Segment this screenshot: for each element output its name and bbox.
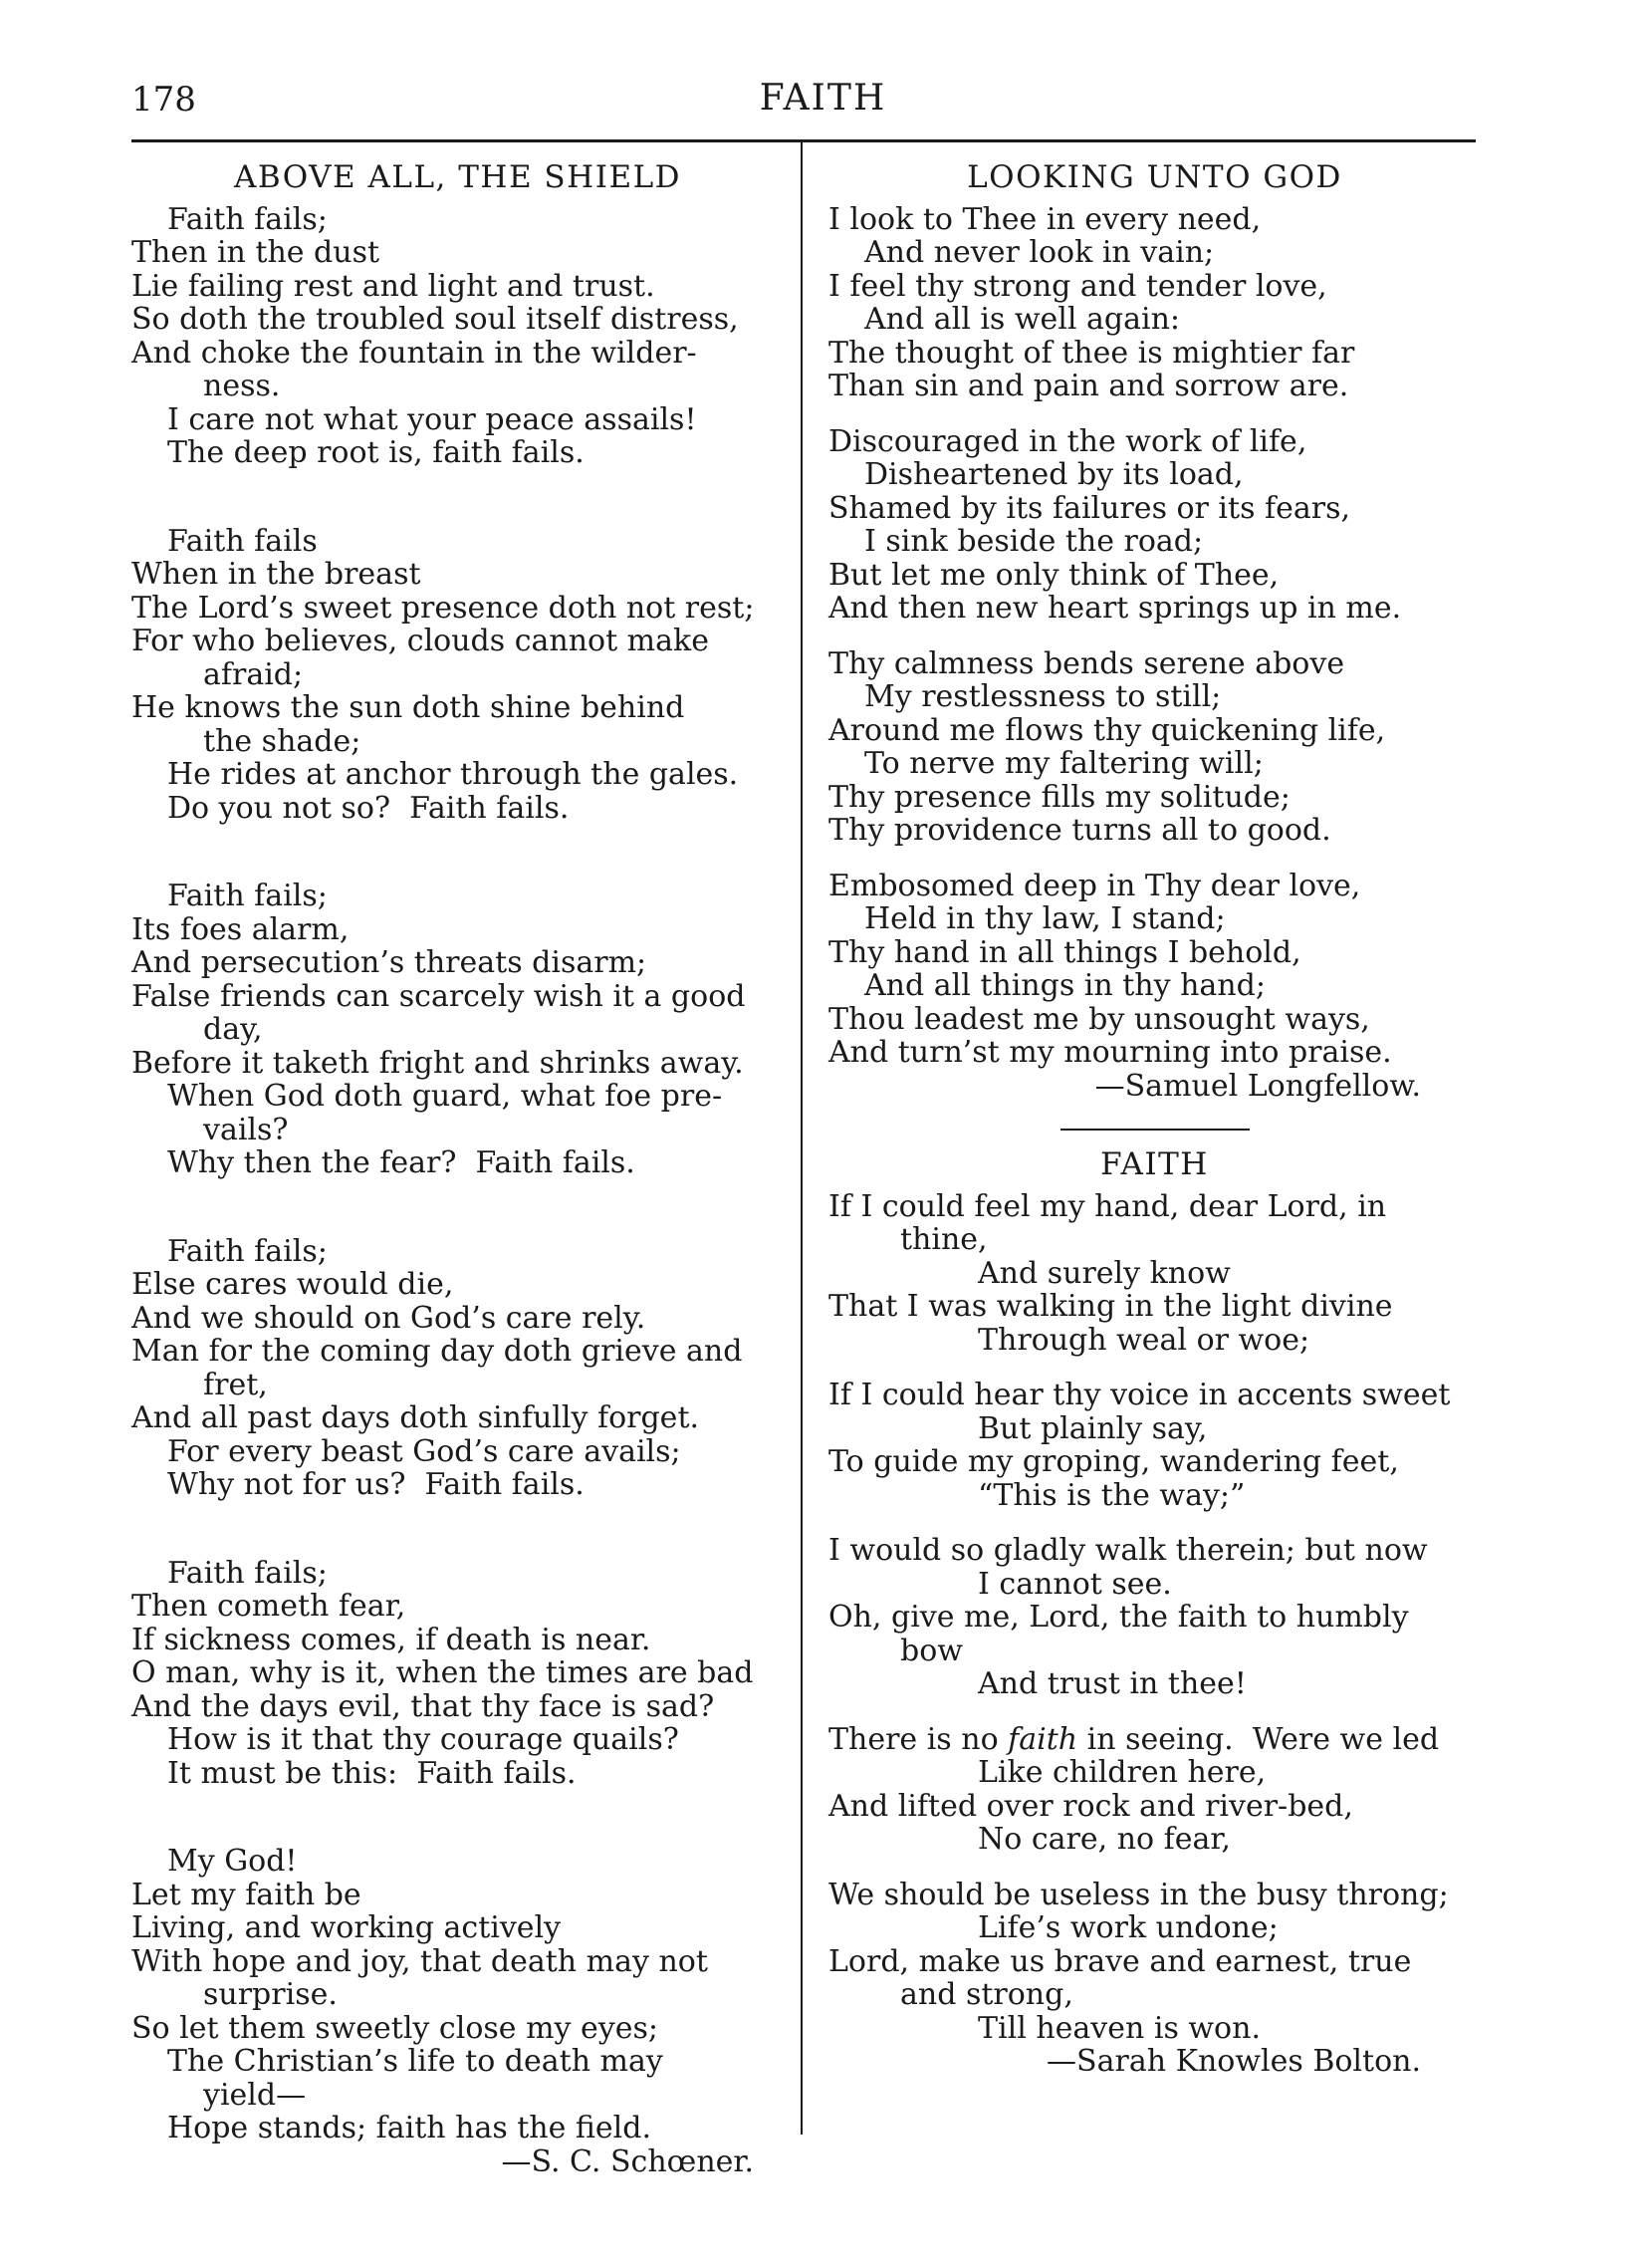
poem-line: When in the breast xyxy=(131,557,421,592)
poem-line: When God doth guard, what foe pre- xyxy=(167,1079,723,1114)
poem-line: And lifted over rock and river-bed, xyxy=(828,1788,1353,1824)
poem-title: FAITH xyxy=(1100,1146,1209,1182)
attribution: —Sarah Knowles Bolton. xyxy=(1047,2044,1421,2079)
poem-line: And all past days doth sinfully forget. xyxy=(131,1400,700,1435)
poem-line: The Christian’s life to death may xyxy=(167,2044,663,2079)
poem-line: Till heaven is won. xyxy=(978,2010,1261,2046)
poem-line: So let them sweetly close my eyes; xyxy=(131,2010,658,2046)
poem-line: Faith fails; xyxy=(167,201,328,237)
poem-line: surprise. xyxy=(203,1977,338,2012)
section-rule xyxy=(1060,1129,1250,1131)
poem-line: the shade; xyxy=(203,723,361,759)
poem-line: No care, no fear, xyxy=(978,1822,1231,1857)
poem-line: thine, xyxy=(900,1222,988,1257)
left-column xyxy=(131,161,784,2178)
poem-line: Faith fails; xyxy=(167,1233,328,1269)
poem-line: Oh, give me, Lord, the faith to humbly xyxy=(828,1600,1409,1635)
poem-line: My restlessness to still; xyxy=(864,679,1222,714)
poem-line: And trust in thee! xyxy=(978,1666,1247,1701)
stanza xyxy=(828,1379,1481,1512)
poem-line: ness. xyxy=(203,369,281,403)
poem-line: afraid; xyxy=(203,656,304,692)
poem-line: Why then the fear? Faith fails. xyxy=(167,1145,635,1180)
poem-line: False friends can scarcely wish it a good xyxy=(131,978,746,1014)
poem-line: Lord, make us brave and earnest, true xyxy=(828,1943,1412,1979)
poem-line: The thought of thee is mightier far xyxy=(828,335,1355,371)
poem-line: O man, why is it, when the times are bad xyxy=(131,1655,754,1690)
poem-line: I sink beside the road; xyxy=(864,524,1204,559)
stanza xyxy=(828,647,1481,848)
right-column xyxy=(828,161,1481,2079)
stanza xyxy=(131,1235,784,1502)
poem-line: How is it that thy courage quails? xyxy=(167,1722,679,1757)
poem-line: For every beast God’s care avails; xyxy=(167,1433,681,1469)
poem-line: With hope and joy, that death may not xyxy=(131,1943,708,1979)
poem-line: vails? xyxy=(203,1112,289,1147)
stanza xyxy=(131,525,784,826)
poem-line: Lie failing rest and light and trust. xyxy=(131,268,655,304)
poem-line: I would so gladly walk therein; but now xyxy=(828,1533,1428,1568)
poem-line: Else cares would die, xyxy=(131,1267,454,1302)
poem-line: Then cometh fear, xyxy=(131,1589,406,1624)
poem-line: I look to Thee in every need, xyxy=(828,201,1262,237)
attribution: —Samuel Longfellow. xyxy=(1094,1068,1421,1104)
running-head: FAITH xyxy=(759,78,887,119)
poem-line: Man for the coming day doth grieve and xyxy=(131,1334,743,1369)
poem-line: And choke the fountain in the wilder- xyxy=(131,335,697,371)
stanza xyxy=(131,203,784,470)
poem-line: Faith fails; xyxy=(167,1555,328,1591)
poem-line: To nerve my faltering will; xyxy=(864,746,1264,781)
poem-line: So doth the troubled soul itself distress, xyxy=(131,302,739,337)
poem-line: And then new heart springs up in me. xyxy=(828,591,1402,626)
poem-line: I feel thy strong and tender love, xyxy=(828,268,1327,304)
poem-line: If I could feel my hand, dear Lord, in xyxy=(828,1188,1387,1224)
stanza xyxy=(828,1534,1481,1701)
poem-line: Do you not so? Faith fails. xyxy=(167,790,570,826)
poem-line: For who believes, clouds cannot make xyxy=(131,624,709,658)
stanza xyxy=(828,1723,1481,1857)
poem-line: I care not what your peace assails! xyxy=(167,401,697,437)
poem-line: bow xyxy=(900,1633,963,1668)
poem-line xyxy=(828,1723,1481,1757)
poem-line: Why not for us? Faith fails. xyxy=(167,1467,585,1502)
poem-line: and strong, xyxy=(900,1977,1073,2012)
poem-line: And never look in vain; xyxy=(864,235,1215,270)
poem-line: And all things in thy hand; xyxy=(864,968,1266,1003)
poem-line: That I was walking in the light divine xyxy=(828,1289,1393,1324)
poem-line: To guide my groping, wandering feet, xyxy=(828,1444,1399,1479)
poem-line: Disheartened by its load, xyxy=(864,457,1244,492)
poem-line: Let my faith be xyxy=(131,1877,361,1912)
stanza xyxy=(131,1845,784,2145)
poem-line: And we should on God’s care rely. xyxy=(131,1300,646,1336)
poem-line: Thy presence fills my solitude; xyxy=(828,779,1291,815)
poem-line: Held in thy law, I stand; xyxy=(864,901,1226,936)
poem-line: It must be this: Faith fails. xyxy=(167,1755,577,1791)
poem-line: Shamed by its failures or its fears, xyxy=(828,490,1351,526)
poem-line: Discouraged in the work of life, xyxy=(828,423,1307,459)
poem-line: day, xyxy=(203,1012,263,1047)
page-number: 178 xyxy=(131,80,196,120)
poem-line: Then in the dust xyxy=(131,235,380,270)
attribution: —S. C. Schœner. xyxy=(501,2143,754,2179)
poem-line: Thy hand in all things I behold, xyxy=(828,934,1301,970)
poem-line: Through weal or woe; xyxy=(978,1322,1310,1358)
poem-line: Like children here, xyxy=(978,1755,1267,1790)
poem-line: And the days evil, that thy face is sad? xyxy=(131,1688,715,1724)
poem-line: My God! xyxy=(167,1844,298,1879)
poem-title: LOOKING UNTO GOD xyxy=(967,159,1342,195)
poem-line: He knows the sun doth shine behind xyxy=(131,690,685,725)
poem-line-part: There is no xyxy=(828,1721,1009,1757)
poem-line: Before it taketh fright and shrinks away. xyxy=(131,1045,744,1081)
stanza xyxy=(828,203,1481,403)
poem-line: Thy calmness bends serene above xyxy=(828,645,1345,681)
poem-line: And surely know xyxy=(978,1255,1231,1291)
stanza xyxy=(828,425,1481,626)
poem-line: yield— xyxy=(203,2077,307,2113)
poem-line: And turn’st my mourning into praise. xyxy=(828,1035,1392,1070)
poem-line: Thy providence turns all to good. xyxy=(828,813,1331,848)
poem-line: Around me flows thy quickening life, xyxy=(828,712,1386,748)
poem-line: We should be useless in the busy throng; xyxy=(828,1877,1449,1912)
stanza xyxy=(828,1190,1481,1358)
poem-line: But plainly say, xyxy=(978,1410,1208,1446)
poem-line: Faith fails xyxy=(167,523,318,559)
poem-title: ABOVE ALL, THE SHIELD xyxy=(233,159,682,195)
poem-line: fret, xyxy=(203,1367,268,1402)
header-rule xyxy=(131,139,1476,142)
poem-line-part: in seeing. Were we led xyxy=(1077,1721,1440,1757)
poem-line: Hope stands; faith has the field. xyxy=(167,2111,652,2145)
poem-line: And all is well again: xyxy=(864,302,1181,337)
poem-line: If I could hear thy voice in accents sweet xyxy=(828,1378,1451,1412)
column-divider xyxy=(801,142,803,2135)
poem-line: The deep root is, faith fails. xyxy=(167,435,585,470)
poem-line: He rides at anchor through the gales. xyxy=(167,757,739,792)
poem-line: Its foes alarm, xyxy=(131,911,350,947)
poem-line: I cannot see. xyxy=(978,1566,1172,1602)
poem-line: But let me only think of Thee, xyxy=(828,557,1280,593)
stanza xyxy=(131,1557,784,1791)
poem-line: And persecution’s threats disarm; xyxy=(131,945,647,980)
stanza xyxy=(131,880,784,1180)
stanza xyxy=(828,1879,1481,2046)
poem-line: Than sin and pain and sorrow are. xyxy=(828,369,1349,403)
poem-line: The Lord’s sweet presence doth not rest; xyxy=(131,590,755,626)
stanza xyxy=(828,870,1481,1070)
poem-line: “This is the way;” xyxy=(978,1477,1246,1513)
poem-line: Life’s work undone; xyxy=(978,1910,1279,1945)
poem-line: Embosomed deep in Thy dear love, xyxy=(828,868,1361,903)
poem-line: Thou leadest me by unsought ways, xyxy=(828,1001,1370,1037)
poem-line: If sickness comes, if death is near. xyxy=(131,1622,651,1657)
emphasis: faith xyxy=(1008,1721,1078,1757)
poem-line: Living, and working actively xyxy=(131,1910,562,1945)
poem-line: Faith fails; xyxy=(167,879,328,913)
